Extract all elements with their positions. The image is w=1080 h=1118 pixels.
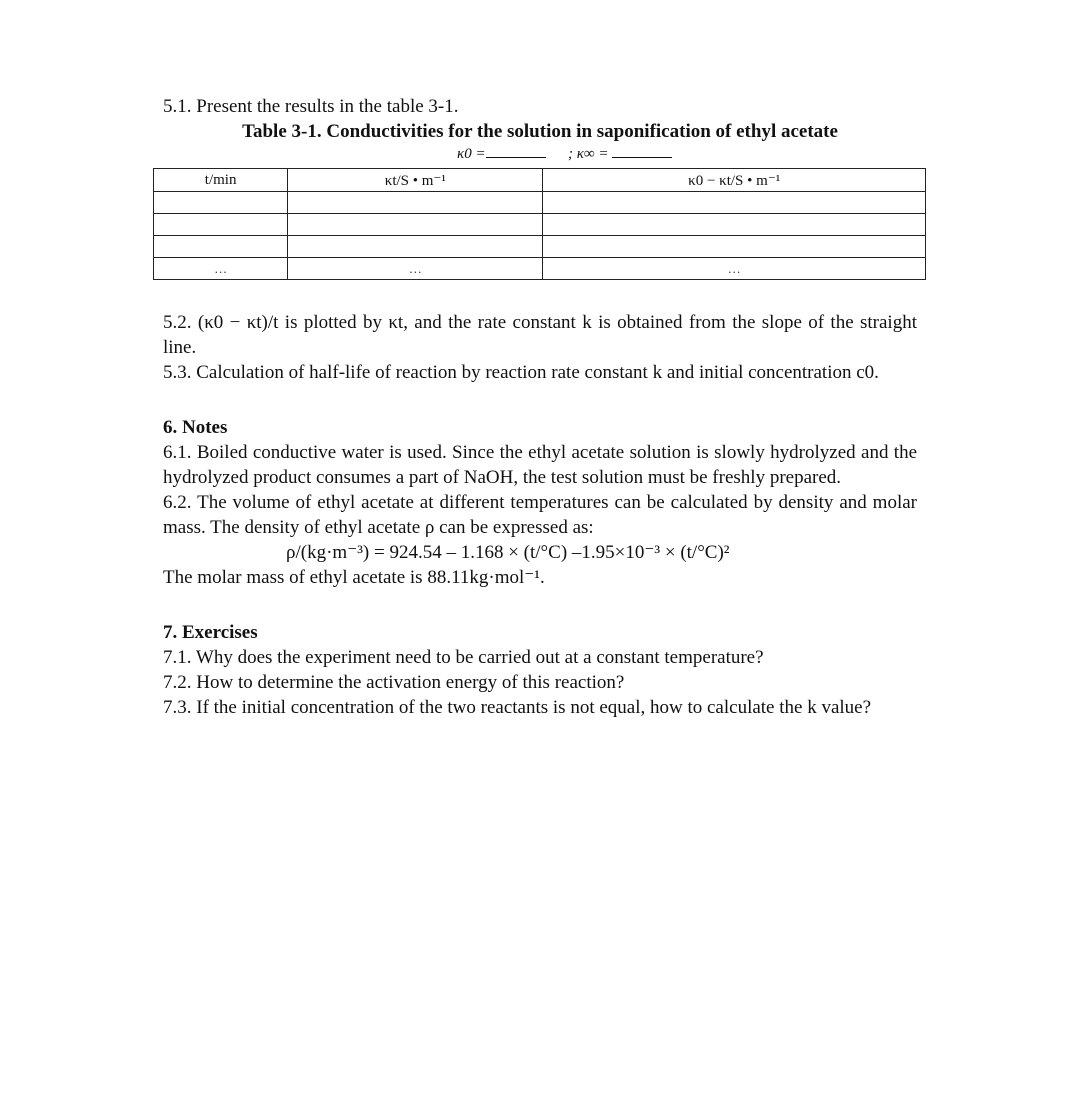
conductivity-table: [153, 168, 926, 280]
table-row-ellipsis: [154, 258, 926, 280]
density-formula: ρ/(kg·m⁻³) = 924.54 – 1.168 × (t/°C) –1.95×10⁻³ × (t/°C)²: [286, 542, 730, 563]
item-5-1: 5.1. Present the results in the table 3-1.: [163, 96, 459, 117]
table-header-row: [154, 169, 926, 192]
kappa0-label: κ0 =: [457, 146, 486, 162]
item-5-2: 5.2. (κ0 − κt)/t is plotted by κt, and the rate constant k is obtained from the slope of the straight line.: [163, 312, 917, 358]
kappa-inf-field: [568, 144, 672, 163]
molar-mass-text: The molar mass of ethyl acetate is 88.11kg·mol⁻¹.: [163, 567, 545, 588]
ellipsis-cell: …: [288, 258, 543, 280]
column-header-kappa-diff: κ0 − κt/S • m⁻¹: [543, 169, 926, 192]
kappa-inf-label: ; κ∞ =: [568, 146, 609, 162]
exercise-7-3: 7.3. If the initial concentration of the two reactants is not equal, how to calculate the k value?: [163, 697, 872, 718]
document-page: [163, 94, 917, 718]
note-6-1: 6.1. Boiled conductive water is used. Since the ethyl acetate solution is slowly hydrolyzed and the hydrolyzed product consumes a part of NaOH, the test solution must be freshly prepared.: [163, 442, 917, 488]
ellipsis-cell: …: [154, 258, 288, 280]
table-row: [154, 236, 926, 258]
note-6-2: 6.2. The volume of ethyl acetate at different temperatures can be calculated by density and molar mass. The density of ethyl acetate ρ can be expressed as:: [163, 492, 917, 538]
table-row: [154, 192, 926, 214]
item-5-3: 5.3. Calculation of half-life of reaction by reaction rate constant k and initial concentration c0.: [163, 362, 879, 383]
ellipsis-cell: …: [543, 258, 926, 280]
kappa0-blank: [486, 144, 546, 158]
table-row: [154, 214, 926, 236]
table-caption: Table 3-1. Conductivities for the solution in saponification of ethyl acetate: [242, 121, 838, 142]
exercise-7-2: 7.2. How to determine the activation energy of this reaction?: [163, 672, 625, 693]
exercises-heading: 7. Exercises: [163, 622, 258, 643]
column-header-time: t/min: [154, 169, 288, 192]
body-text: [163, 310, 917, 720]
kappa-inf-blank: [612, 144, 672, 158]
notes-heading: 6. Notes: [163, 417, 228, 438]
exercise-7-1: 7.1. Why does the experiment need to be carried out at a constant temperature?: [163, 647, 764, 668]
kappa-initial-final-line: [163, 144, 917, 164]
kappa0-field: [457, 144, 546, 163]
column-header-kappa-t: κt/S • m⁻¹: [288, 169, 543, 192]
